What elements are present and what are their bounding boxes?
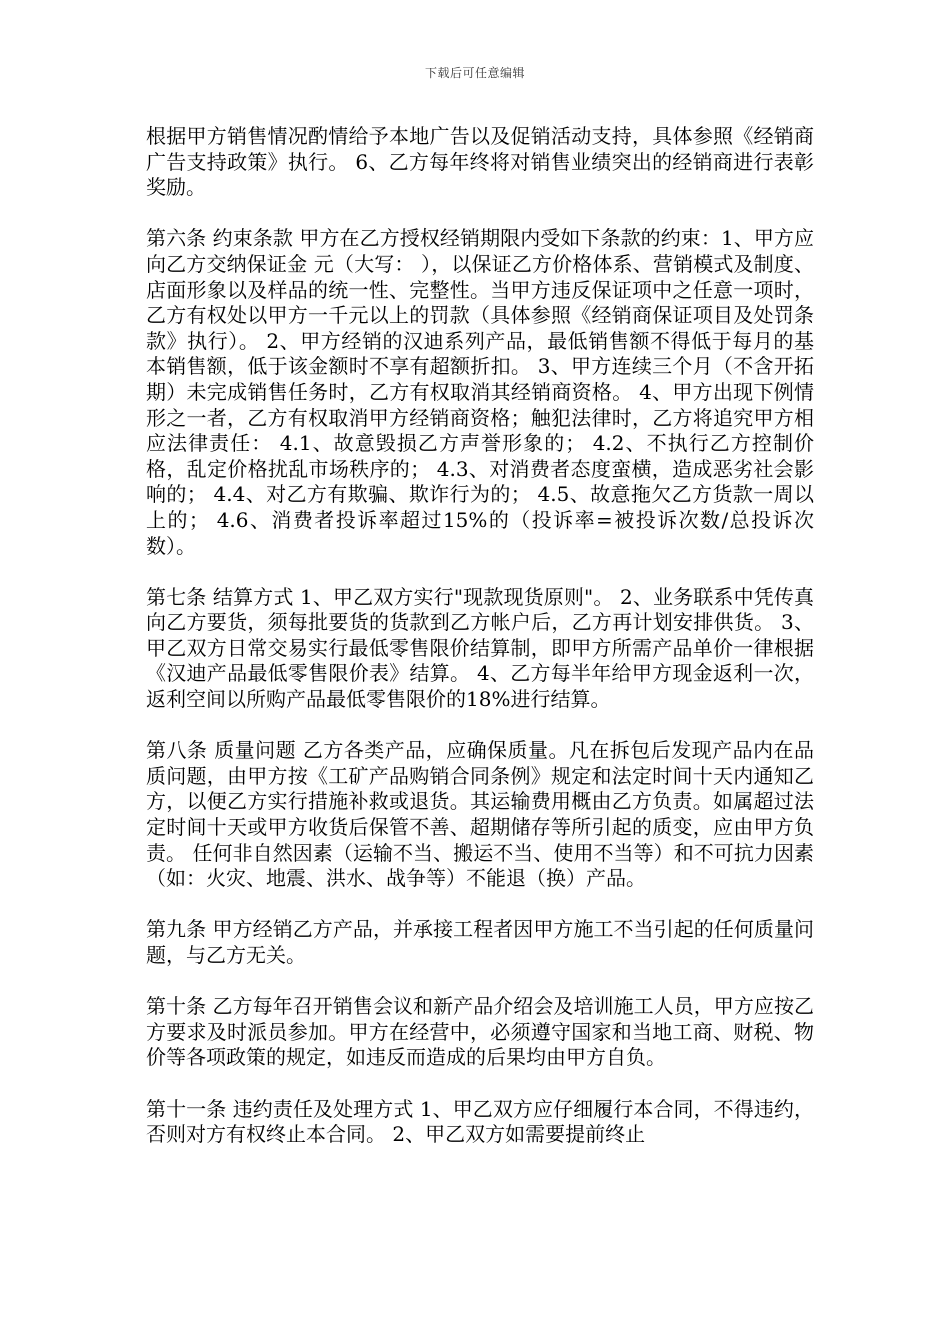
document-body bbox=[146, 124, 814, 1148]
paragraph-article-6: 第六条 约束条款 甲方在乙方授权经销期限内受如下条款的约束：1、甲方应向乙方交纳保证金 元（大写： ），以保证乙方价格体系、营销模式及制度、店面形象以及样品的统一性、完整性。当甲方违反保证项中之任意一项时，乙方有权处以甲方一千元以上的罚款（具体参照《经销商保证项目及处罚条款》执行）。 2、甲方经销的汉迪系列产品，最低销售额不得低于每月的基本销售额，低于该金额时不享有超额折扣。 3、甲方连续三个月（不含开拓期）未完成销售任务时，乙方有权取消其经销商资格。 4、甲方出现下例情形之一者，乙方有权取消甲方经销商资格；触犯法律时，乙方将追究甲方相应法律责任： 4.1、故意毁损乙方声誉形象的； 4.2、不执行乙方控制价格，乱定价格扰乱市场秩序的； 4.3、对消费者态度蛮横，造成恶劣社会影响的； 4.4、对乙方有欺骗、欺诈行为的； 4.5、故意拖欠乙方货款一周以上的； 4.6、消费者投诉率超过15%的（投诉率=被投诉次数/总投诉次数）。 bbox=[146, 226, 814, 558]
paragraph-article-10: 第十条 乙方每年召开销售会议和新产品介绍会及培训施工人员，甲方应按乙方要求及时派员参加。甲方在经营中，必须遵守国家和当地工商、财税、物价等各项政策的规定，如违反而造成的后果均由甲方自负。 bbox=[146, 994, 814, 1070]
paragraph-ad-support: 根据甲方销售情况酌情给予本地广告以及促销活动支持，具体参照《经销商广告支持政策》执行。 6、乙方每年终将对销售业绩突出的经销商进行表彰奖励。 bbox=[146, 124, 814, 200]
paragraph-article-7: 第七条 结算方式 1、甲乙双方实行"现款现货原则"。 2、业务联系中凭传真向乙方要货，须每批要货的货款到乙方帐户后，乙方再计划安排供货。 3、甲乙双方日常交易实行最低零售限价结算制，即甲方所需产品单价一律根据《汉迪产品最低零售限价表》结算。 4、乙方每半年给甲方现金返利一次，返利空间以所购产品最低零售限价的18%进行结算。 bbox=[146, 584, 814, 712]
paragraph-article-9: 第九条 甲方经销乙方产品，并承接工程者因甲方施工不当引起的任何质量问题，与乙方无关。 bbox=[146, 917, 814, 967]
paragraph-article-8: 第八条 质量问题 乙方各类产品，应确保质量。凡在拆包后发现产品内在品质问题，由甲方按《工矿产品购销合同条例》规定和法定时间十天内通知乙方，以便乙方实行措施补救或退货。其运输费用概由乙方负责。如属超过法定时间十天或甲方收货后保管不善、超期储存等所引起的质变，应由甲方负责。 任何非自然因素（运输不当、搬运不当、使用不当等）和不可抗力因素（如：火灾、地震、洪水、战争等）不能退（换）产品。 bbox=[146, 738, 814, 891]
paragraph-article-11: 第十一条 违约责任及处理方式 1、甲乙双方应仔细履行本合同，不得违约，否则对方有权终止本合同。 2、甲乙双方如需要提前终止 bbox=[146, 1096, 814, 1147]
page-header: 下载后可任意编辑 bbox=[424, 66, 525, 80]
